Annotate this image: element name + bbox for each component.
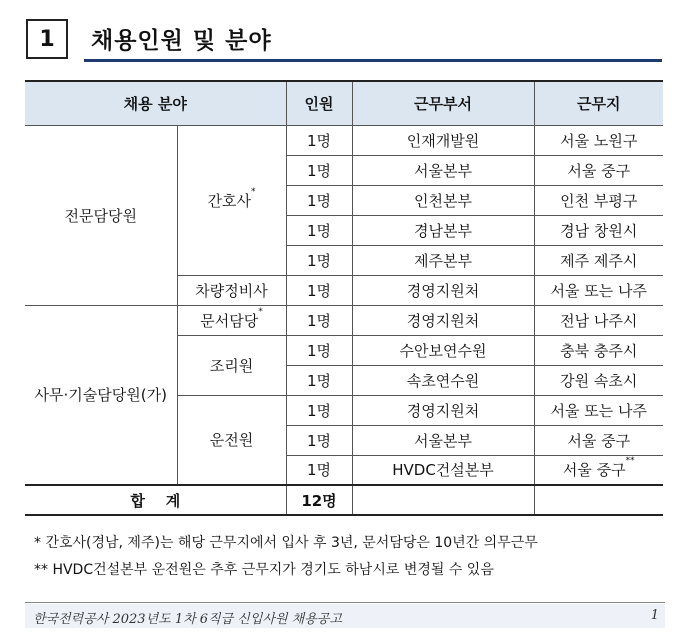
page-footer [25,604,665,628]
header-location: 근무지 [534,81,663,125]
table-header-row [25,81,663,125]
cell-count: 1명 [286,455,352,485]
cell-dept: 경남본부 [352,215,534,245]
cell-count: 1명 [286,275,352,305]
cell-dept: HVDC건설본부 [352,455,534,485]
cell-location: 서울 노원구 [534,125,663,155]
cell-dept: 경영지원처 [352,395,534,425]
cell-dept: 속초연수원 [352,365,534,395]
group-docs [177,305,286,335]
cell-dept: 경영지원처 [352,305,534,335]
cell-dept: 서울본부 [352,155,534,185]
cell-count: 1명 [286,245,352,275]
cell-location: 서울 중구 [534,425,663,455]
cell-location: 서울 또는 나주 [534,275,663,305]
section-title: 채용인원 및 분야 [91,28,272,54]
section-number-text: 1 [39,26,55,52]
table-row [25,125,663,155]
cell-location: 충북 충주시 [534,335,663,365]
cell-count: 1명 [286,335,352,365]
group-cook: 조리원 [177,335,286,395]
cell-count: 1명 [286,425,352,455]
location-mark: ** [625,456,635,467]
cell-location [534,455,663,485]
header-field: 채용 분야 [25,81,286,125]
footnote-hvdc: ** HVDC건설본부 운전원은 추후 근무지가 경기도 하남시로 변경될 수 있음 [34,562,494,578]
footer-divider [25,602,665,603]
cell-dept: 수안보연수원 [352,335,534,365]
title-underline [84,59,662,62]
cell-location: 인천 부평구 [534,185,663,215]
group-mechanic: 차량정비사 [177,275,286,305]
cell-dept: 경영지원처 [352,275,534,305]
cell-count: 1명 [286,125,352,155]
page-number: 1 [650,608,659,623]
group-specialist: 전문담당원 [25,125,177,305]
total-count: 12명 [286,485,352,515]
footer-text: 한국전력공사 2023년도 1차 6직급 신입사원 채용공고 [33,612,342,627]
footnotes [34,530,538,584]
cell-dept: 인천본부 [352,185,534,215]
table-row [25,305,663,335]
docs-mark: * [258,306,263,317]
group-office-tech: 사무·기술담당원(가) [25,305,177,485]
cell-count: 1명 [286,365,352,395]
cell-dept: 인재개발원 [352,125,534,155]
nurse-mark: * [250,186,256,197]
section-number [26,19,68,59]
header-dept: 근무부서 [352,81,534,125]
nurse-label: 간호사 [207,191,251,210]
cell-dept: 서울본부 [352,425,534,455]
cell-location: 전남 나주시 [534,305,663,335]
group-driver: 운전원 [177,395,286,485]
footnote-nurse: * 간호사(경남, 제주)는 해당 근무지에서 입사 후 3년, 문서담당은 10년간 의무근무 [34,535,538,551]
cell-location: 강원 속초시 [534,365,663,395]
cell-dept: 제주본부 [352,245,534,275]
docs-label: 문서담당 [200,311,259,330]
total-location-empty [534,485,663,515]
cell-count: 1명 [286,215,352,245]
recruitment-table [25,80,663,516]
header-count: 인원 [286,81,352,125]
cell-location: 제주 제주시 [534,245,663,275]
total-dept-empty [352,485,534,515]
cell-count: 1명 [286,305,352,335]
cell-location: 경남 창원시 [534,215,663,245]
cell-count: 1명 [286,155,352,185]
cell-count: 1명 [286,395,352,425]
cell-location: 서울 중구 [534,155,663,185]
cell-location: 서울 또는 나주 [534,395,663,425]
cell-count: 1명 [286,185,352,215]
group-nurse [177,125,286,275]
location-text: 서울 중구 [562,461,626,480]
total-row [25,485,663,515]
total-label: 합 계 [25,485,286,515]
